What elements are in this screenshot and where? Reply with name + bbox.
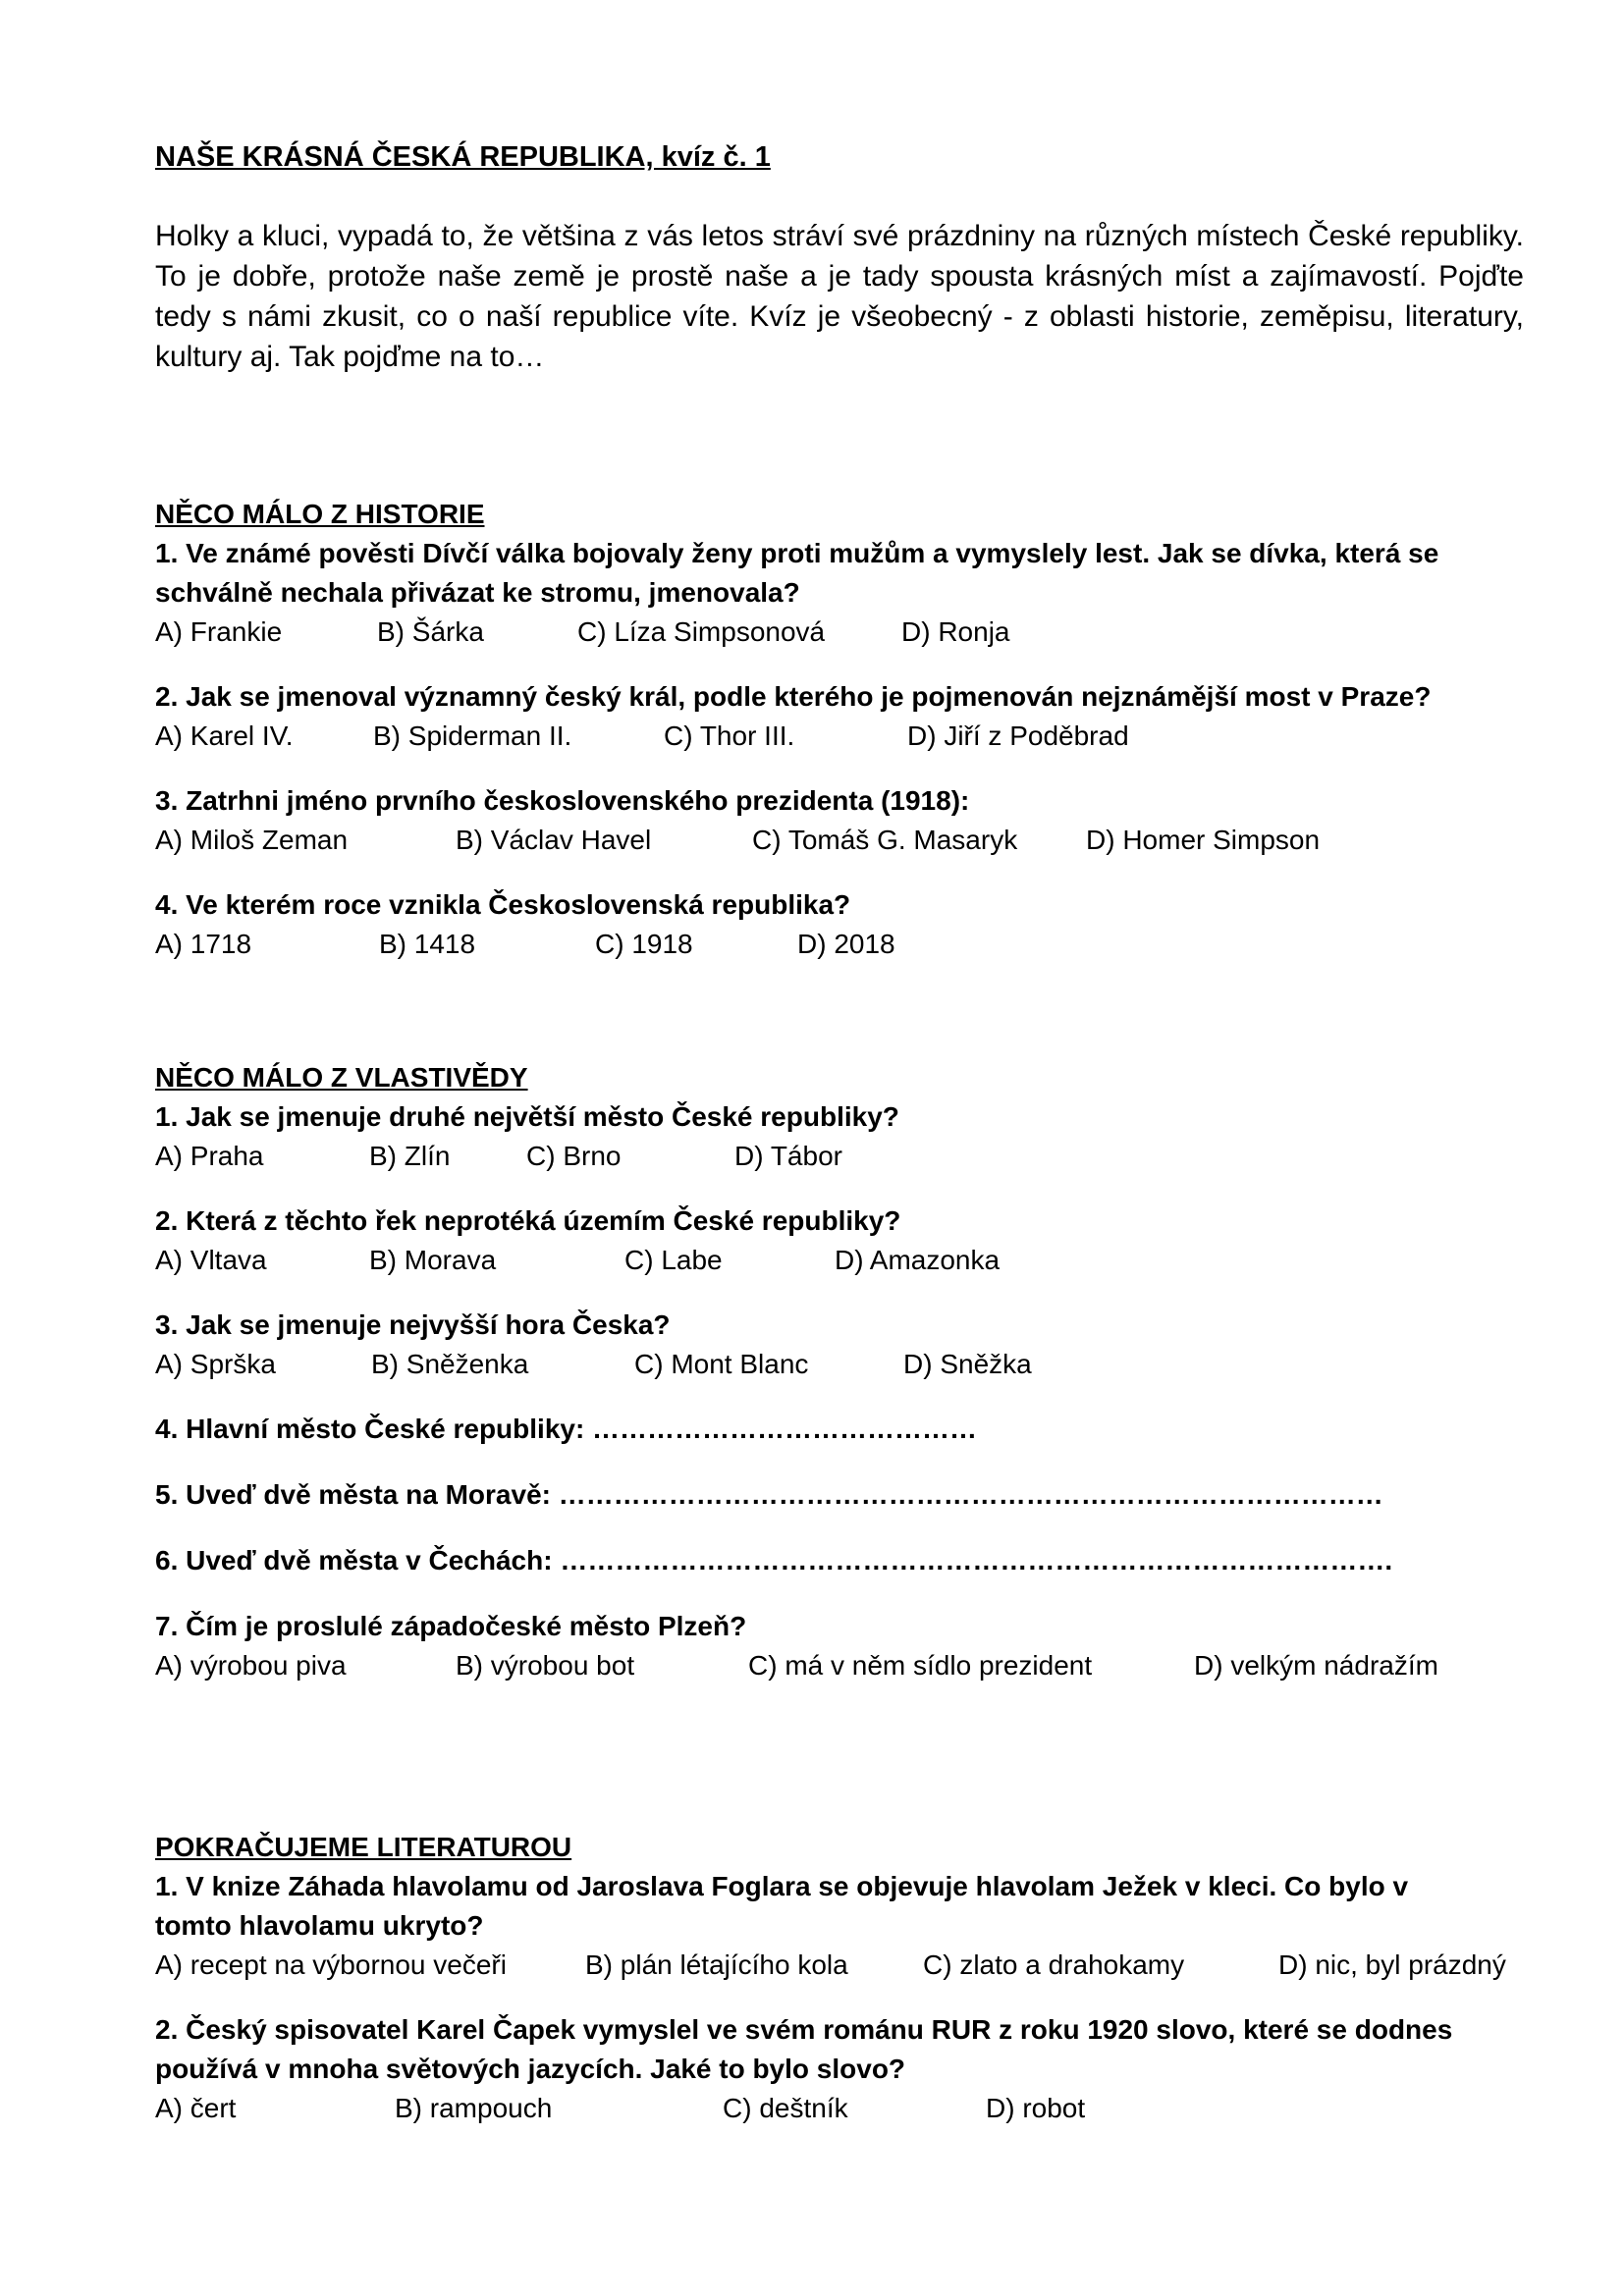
answer-option[interactable]: D) velkým nádražím [1194, 1650, 1438, 1681]
section-title: POKRAČUJEME LITERATUROU [155, 1832, 572, 1862]
section-history [155, 495, 1549, 989]
answer-option[interactable]: D) robot [986, 2093, 1086, 2123]
answer-options [155, 613, 1549, 652]
question [155, 885, 1549, 964]
question [155, 1201, 1549, 1280]
fill-in-question[interactable]: 5. Uveď dvě města na Moravě: ……………………………………………………………………………… [155, 1479, 1383, 1510]
question [155, 677, 1549, 756]
answer-options [155, 1137, 1549, 1176]
answer-option[interactable]: D) Ronja [901, 616, 1010, 647]
answer-options [155, 925, 1549, 964]
answer-options [155, 2089, 1549, 2128]
question [155, 1607, 1549, 1685]
answer-option[interactable]: D) Homer Simpson [1086, 825, 1321, 855]
question-text: 1. V knize Záhada hlavolamu od Jaroslava Foglara se objevuje hlavolam Ježek v kleci. Co bylo v tomto hlavolamu ukryto? [155, 1871, 1409, 1941]
fill-in-question[interactable]: 4. Hlavní město České republiky: …………………………………… [155, 1414, 978, 1444]
intro-paragraph: Holky a kluci, vypadá to, že většina z vás letos stráví své prázdniny na různých místech České republiky. To je dobře, protože naše země je prostě naše a je tady spousta krásných míst a zajímavostí. Pojďte tedy s námi zkusit, co o naší republice víte. Kvíz je všeobecný - z oblasti historie, zeměpisu, literatury, kultury aj. Tak pojďme na to… [155, 220, 1524, 373]
answer-option[interactable]: B) Spiderman II. [373, 721, 572, 751]
answer-option[interactable]: D) Tábor [734, 1141, 842, 1171]
answer-option[interactable]: C) Líza Simpsonová [577, 616, 826, 647]
question-text: 3. Zatrhni jméno prvního československého prezidenta (1918): [155, 785, 970, 816]
question-text: 2. Český spisovatel Karel Čapek vymyslel ve svém románu RUR z roku 1920 slovo, které se dodnes používá v mnoha světových jazycích. Jaké to bylo slovo? [155, 2014, 1453, 2084]
answer-option[interactable]: C) Thor III. [664, 721, 795, 751]
question [155, 1867, 1549, 1985]
answer-options [155, 821, 1549, 860]
question [155, 1097, 1549, 1176]
answer-options [155, 1946, 1549, 1985]
document-title: NAŠE KRÁSNÁ ČESKÁ REPUBLIKA, kvíz č. 1 [155, 141, 771, 173]
answer-option[interactable]: C) deštník [723, 2093, 848, 2123]
answer-option[interactable]: D) Sněžka [903, 1349, 1032, 1379]
answer-options [155, 1241, 1549, 1280]
answer-option[interactable]: B) 1418 [379, 929, 476, 959]
answer-option[interactable]: B) plán létajícího kola [585, 1949, 848, 1980]
answer-option[interactable]: C) Tomáš G. Masaryk [752, 825, 1018, 855]
answer-option[interactable]: C) Labe [624, 1245, 723, 1275]
answer-option[interactable]: A) Karel IV. [155, 721, 294, 751]
answer-option[interactable]: B) Morava [369, 1245, 497, 1275]
section-title: NĚCO MÁLO Z HISTORIE [155, 499, 485, 529]
answer-option[interactable]: B) Václav Havel [456, 825, 652, 855]
answer-option[interactable]: A) recept na výbornou večeři [155, 1949, 507, 1980]
answer-options [155, 717, 1549, 756]
section-geography [155, 1058, 1549, 1711]
answer-option[interactable]: A) 1718 [155, 929, 252, 959]
question-text: 7. Čím je proslulé západočeské město Plzeň? [155, 1611, 747, 1641]
answer-option[interactable]: D) Jiří z Poděbrad [907, 721, 1129, 751]
answer-option[interactable]: B) Sněženka [371, 1349, 529, 1379]
answer-option[interactable]: A) výrobou piva [155, 1650, 347, 1681]
answer-option[interactable]: C) 1918 [595, 929, 693, 959]
answer-option[interactable]: C) zlato a drahokamy [923, 1949, 1185, 1980]
answer-option[interactable]: A) čert [155, 2093, 237, 2123]
answer-options [155, 1646, 1549, 1685]
answer-option[interactable]: B) výrobou bot [456, 1650, 635, 1681]
question [155, 781, 1549, 860]
answer-option[interactable]: B) Šárka [377, 616, 484, 647]
answer-option[interactable]: A) Frankie [155, 616, 283, 647]
section-literature [155, 1828, 1549, 2154]
answer-option[interactable]: A) Miloš Zeman [155, 825, 349, 855]
answer-option[interactable]: D) Amazonka [835, 1245, 1001, 1275]
question-text: 1. Jak se jmenuje druhé největší město České republiky? [155, 1101, 899, 1132]
answer-option[interactable]: C) Brno [526, 1141, 622, 1171]
answer-option[interactable]: B) rampouch [395, 2093, 553, 2123]
question [155, 534, 1549, 652]
question [155, 1306, 1549, 1384]
section-title: NĚCO MÁLO Z VLASTIVĚDY [155, 1062, 528, 1093]
question [155, 2010, 1549, 2128]
answer-option[interactable]: B) Zlín [369, 1141, 451, 1171]
fill-in-question[interactable]: 6. Uveď dvě města v Čechách: ………………………………………………………………………………. [155, 1545, 1393, 1575]
question-text: 1. Ve známé pověsti Dívčí válka bojovaly ženy proti mužům a vymyslely lest. Jak se dívka, která se schválně nechala přivázat ke stromu, jmenovala? [155, 538, 1439, 608]
answer-option[interactable]: C) Mont Blanc [634, 1349, 809, 1379]
answer-option[interactable]: A) Praha [155, 1141, 264, 1171]
answer-option[interactable]: C) má v něm sídlo prezident [748, 1650, 1093, 1681]
answer-option[interactable]: D) 2018 [797, 929, 895, 959]
question-text: 3. Jak se jmenuje nejvyšší hora Česka? [155, 1309, 671, 1340]
answer-option[interactable]: D) nic, byl prázdný [1278, 1949, 1506, 1980]
question-text: 4. Ve kterém roce vznikla Československá republika? [155, 889, 851, 920]
question-text: 2. Jak se jmenoval významný český král, podle kterého je pojmenován nejznámější most v Praze? [155, 681, 1432, 712]
question-text: 2. Která z těchto řek neprotéká územím České republiky? [155, 1205, 901, 1236]
answer-options [155, 1345, 1549, 1384]
answer-option[interactable]: A) Vltava [155, 1245, 267, 1275]
answer-option[interactable]: A) Sprška [155, 1349, 276, 1379]
